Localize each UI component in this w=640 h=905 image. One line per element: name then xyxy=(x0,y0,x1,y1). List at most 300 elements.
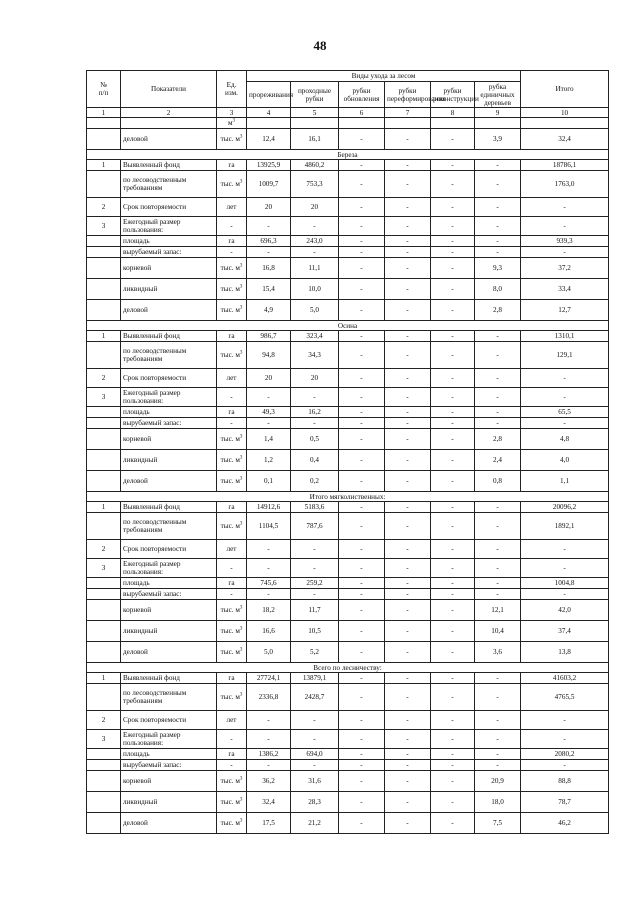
table-row xyxy=(87,559,609,578)
table-row xyxy=(87,160,609,171)
value-cell: - xyxy=(475,502,521,513)
value-cell: 939,3 xyxy=(521,236,609,247)
table-row xyxy=(87,171,609,198)
value-cell: - xyxy=(339,342,385,369)
value-cell: - xyxy=(431,160,475,171)
value-cell: - xyxy=(475,749,521,760)
value-cell: 753,3 xyxy=(291,171,339,198)
value-cell: - xyxy=(339,388,385,407)
header-care-types: Виды ухода за лесом xyxy=(247,71,521,82)
value-cell: 243,0 xyxy=(291,236,339,247)
column-numbers-row xyxy=(87,108,609,118)
value-cell: 2,8 xyxy=(475,300,521,321)
value-cell: - xyxy=(475,217,521,236)
value-cell: 7,5 xyxy=(475,813,521,834)
unit-cell: га xyxy=(217,502,247,513)
unit-cell: лет xyxy=(217,711,247,730)
table-row xyxy=(87,129,609,150)
value-cell: 0,4 xyxy=(291,450,339,471)
value-cell: - xyxy=(475,388,521,407)
value-cell: 0,5 xyxy=(291,429,339,450)
indicator-cell: по лесоводственным требованиям xyxy=(121,684,217,711)
indicator-cell: деловой xyxy=(121,813,217,834)
value-cell xyxy=(475,118,521,129)
value-cell: 21,2 xyxy=(291,813,339,834)
value-cell: - xyxy=(385,407,431,418)
value-cell: - xyxy=(475,578,521,589)
value-cell: - xyxy=(431,258,475,279)
value-cell: 13925,9 xyxy=(247,160,291,171)
value-cell: - xyxy=(385,171,431,198)
value-cell: - xyxy=(385,589,431,600)
value-cell: - xyxy=(339,331,385,342)
value-cell: - xyxy=(431,342,475,369)
table-row xyxy=(87,749,609,760)
value-cell: - xyxy=(431,247,475,258)
value-cell: 18,2 xyxy=(247,600,291,621)
value-cell: 42,0 xyxy=(521,600,609,621)
value-cell: - xyxy=(431,792,475,813)
value-cell: 10,0 xyxy=(291,279,339,300)
value-cell: 1763,0 xyxy=(521,171,609,198)
value-cell: - xyxy=(291,730,339,749)
header-renewal-cutting: рубки обновления xyxy=(339,82,385,108)
value-cell: 2428,7 xyxy=(291,684,339,711)
section-row xyxy=(87,663,609,673)
value-cell: 5,0 xyxy=(247,642,291,663)
value-cell: 986,7 xyxy=(247,331,291,342)
value-cell: 34,3 xyxy=(291,342,339,369)
row-number xyxy=(87,300,121,321)
value-cell: - xyxy=(385,429,431,450)
value-cell: 1,2 xyxy=(247,450,291,471)
value-cell: 4,0 xyxy=(521,450,609,471)
column-number: 8 xyxy=(431,108,475,118)
unit-cell: $м^3$ xyxy=(217,118,247,129)
value-cell: - xyxy=(475,730,521,749)
column-number: 9 xyxy=(475,108,521,118)
value-cell: - xyxy=(431,129,475,150)
table-row xyxy=(87,589,609,600)
row-number xyxy=(87,642,121,663)
section-title: Осина xyxy=(87,321,609,331)
table-row xyxy=(87,388,609,407)
unit-cell: га xyxy=(217,407,247,418)
value-cell: - xyxy=(431,621,475,642)
value-cell: - xyxy=(431,771,475,792)
value-cell: - xyxy=(385,342,431,369)
table-body xyxy=(87,118,609,834)
value-cell: - xyxy=(247,418,291,429)
table-row xyxy=(87,513,609,540)
unit-cell: лет xyxy=(217,369,247,388)
value-cell: - xyxy=(291,711,339,730)
value-cell: - xyxy=(385,369,431,388)
value-cell: 694,0 xyxy=(291,749,339,760)
header-passage-cutting: проходные рубки xyxy=(291,82,339,108)
value-cell: - xyxy=(339,540,385,559)
column-number: 2 xyxy=(121,108,217,118)
table-row xyxy=(87,118,609,129)
unit-cell: га xyxy=(217,749,247,760)
value-cell: - xyxy=(339,813,385,834)
indicator-cell: Ежегодный размер пользования: xyxy=(121,559,217,578)
row-number xyxy=(87,279,121,300)
value-cell: 20096,2 xyxy=(521,502,609,513)
row-number xyxy=(87,171,121,198)
value-cell: 16,1 xyxy=(291,129,339,150)
value-cell: 4,8 xyxy=(521,429,609,450)
value-cell: - xyxy=(521,217,609,236)
value-cell: - xyxy=(431,513,475,540)
unit-cell: тыс. $м^3$ xyxy=(217,429,247,450)
value-cell: - xyxy=(385,258,431,279)
indicator-cell: по лесоводственным требованиям xyxy=(121,171,217,198)
value-cell: - xyxy=(291,589,339,600)
value-cell: 16,8 xyxy=(247,258,291,279)
row-number: 3 xyxy=(87,730,121,749)
value-cell: - xyxy=(339,711,385,730)
value-cell: 696,3 xyxy=(247,236,291,247)
value-cell: - xyxy=(521,418,609,429)
indicator-cell: Выявленный фонд xyxy=(121,673,217,684)
value-cell: - xyxy=(339,559,385,578)
header-total: Итого xyxy=(521,71,609,108)
unit-cell: - xyxy=(217,559,247,578)
value-cell: 1892,1 xyxy=(521,513,609,540)
indicator-cell: Выявленный фонд xyxy=(121,160,217,171)
value-cell: - xyxy=(339,418,385,429)
value-cell: - xyxy=(431,730,475,749)
unit-cell: га xyxy=(217,160,247,171)
value-cell: 16,6 xyxy=(247,621,291,642)
value-cell: - xyxy=(385,198,431,217)
value-cell xyxy=(247,118,291,129)
row-number: 2 xyxy=(87,711,121,730)
value-cell: - xyxy=(339,198,385,217)
unit-cell: тыс. $м^3$ xyxy=(217,600,247,621)
unit-cell: тыс. $м^3$ xyxy=(217,513,247,540)
table-row xyxy=(87,342,609,369)
value-cell: - xyxy=(339,673,385,684)
table-row xyxy=(87,792,609,813)
header-single-tree-cutting: рубка единичных деревьев xyxy=(475,82,521,108)
value-cell: - xyxy=(291,388,339,407)
value-cell: - xyxy=(339,513,385,540)
unit-cell: - xyxy=(217,760,247,771)
indicator-cell: корневой xyxy=(121,771,217,792)
value-cell: 20,9 xyxy=(475,771,521,792)
value-cell: - xyxy=(385,540,431,559)
value-cell: - xyxy=(247,559,291,578)
value-cell: 1004,8 xyxy=(521,578,609,589)
value-cell: - xyxy=(339,730,385,749)
value-cell: - xyxy=(521,711,609,730)
indicator-cell: ликвидный xyxy=(121,279,217,300)
header-indicator: Показатели xyxy=(121,71,217,108)
value-cell: - xyxy=(431,300,475,321)
value-cell: - xyxy=(431,760,475,771)
row-number xyxy=(87,684,121,711)
value-cell: - xyxy=(431,642,475,663)
value-cell: - xyxy=(385,578,431,589)
value-cell: - xyxy=(431,813,475,834)
row-number xyxy=(87,792,121,813)
value-cell: - xyxy=(247,217,291,236)
value-cell xyxy=(521,118,609,129)
row-number xyxy=(87,429,121,450)
indicator-cell: вырубаемый запас: xyxy=(121,418,217,429)
unit-cell: тыс. $м^3$ xyxy=(217,129,247,150)
value-cell: 323,4 xyxy=(291,331,339,342)
value-cell: - xyxy=(475,160,521,171)
row-number: 2 xyxy=(87,540,121,559)
table-row xyxy=(87,247,609,258)
value-cell: - xyxy=(339,589,385,600)
value-cell: - xyxy=(431,418,475,429)
value-cell: - xyxy=(339,749,385,760)
value-cell: - xyxy=(339,407,385,418)
value-cell: - xyxy=(431,407,475,418)
indicator-cell: Срок повторяемости xyxy=(121,369,217,388)
value-cell: 4765,5 xyxy=(521,684,609,711)
value-cell: - xyxy=(431,578,475,589)
table-row xyxy=(87,471,609,492)
value-cell: 20 xyxy=(247,198,291,217)
value-cell: - xyxy=(339,160,385,171)
value-cell: - xyxy=(475,407,521,418)
value-cell: - xyxy=(385,673,431,684)
unit-cell: тыс. $м^3$ xyxy=(217,450,247,471)
indicator-cell: Срок повторяемости xyxy=(121,540,217,559)
value-cell: - xyxy=(247,730,291,749)
column-number: 3 xyxy=(217,108,247,118)
value-cell: - xyxy=(431,711,475,730)
indicator-cell: площадь xyxy=(121,578,217,589)
row-number xyxy=(87,236,121,247)
unit-cell: - xyxy=(217,388,247,407)
indicator-cell: Выявленный фонд xyxy=(121,331,217,342)
value-cell: 0,1 xyxy=(247,471,291,492)
unit-cell: тыс. $м^3$ xyxy=(217,171,247,198)
unit-cell: тыс. $м^3$ xyxy=(217,792,247,813)
value-cell: - xyxy=(475,198,521,217)
indicator-cell: Ежегодный размер пользования: xyxy=(121,730,217,749)
row-number xyxy=(87,771,121,792)
table-row xyxy=(87,418,609,429)
row-number xyxy=(87,813,121,834)
column-number: 1 xyxy=(87,108,121,118)
table-row xyxy=(87,711,609,730)
value-cell: - xyxy=(431,171,475,198)
indicator-cell: ликвидный xyxy=(121,792,217,813)
table-row xyxy=(87,813,609,834)
column-number: 7 xyxy=(385,108,431,118)
table-row xyxy=(87,673,609,684)
unit-cell: - xyxy=(217,247,247,258)
table-row xyxy=(87,684,609,711)
value-cell: - xyxy=(385,711,431,730)
table-row xyxy=(87,331,609,342)
value-cell: 88,8 xyxy=(521,771,609,792)
row-number xyxy=(87,450,121,471)
value-cell: - xyxy=(339,217,385,236)
value-cell: 37,2 xyxy=(521,258,609,279)
section-row xyxy=(87,321,609,331)
indicator-cell: деловой xyxy=(121,471,217,492)
value-cell: 2336,8 xyxy=(247,684,291,711)
value-cell: - xyxy=(339,600,385,621)
indicator-cell: корневой xyxy=(121,429,217,450)
value-cell: 1009,7 xyxy=(247,171,291,198)
value-cell: 17,5 xyxy=(247,813,291,834)
value-cell: 0,2 xyxy=(291,471,339,492)
value-cell: - xyxy=(431,559,475,578)
row-number: 2 xyxy=(87,369,121,388)
section-row xyxy=(87,492,609,502)
forest-care-table xyxy=(86,70,609,834)
value-cell: - xyxy=(431,388,475,407)
unit-cell: - xyxy=(217,418,247,429)
value-cell: 12,4 xyxy=(247,129,291,150)
value-cell: - xyxy=(431,429,475,450)
unit-cell: тыс. $м^3$ xyxy=(217,621,247,642)
value-cell: - xyxy=(385,813,431,834)
value-cell: - xyxy=(339,279,385,300)
table-row xyxy=(87,429,609,450)
value-cell: - xyxy=(385,760,431,771)
value-cell: 1,4 xyxy=(247,429,291,450)
value-cell: 3,6 xyxy=(475,642,521,663)
table-row xyxy=(87,236,609,247)
value-cell: 27724,1 xyxy=(247,673,291,684)
section-title: Береза xyxy=(87,150,609,160)
unit-cell: га xyxy=(217,673,247,684)
table-row xyxy=(87,369,609,388)
value-cell: 13879,1 xyxy=(291,673,339,684)
row-number: 1 xyxy=(87,160,121,171)
value-cell xyxy=(431,118,475,129)
indicator-cell: площадь xyxy=(121,236,217,247)
value-cell: - xyxy=(431,684,475,711)
row-number xyxy=(87,258,121,279)
value-cell: 259,2 xyxy=(291,578,339,589)
value-cell: - xyxy=(521,559,609,578)
table-row xyxy=(87,450,609,471)
column-number: 6 xyxy=(339,108,385,118)
indicator-cell: по лесоводственным требованиям xyxy=(121,513,217,540)
value-cell: - xyxy=(385,279,431,300)
value-cell: 15,4 xyxy=(247,279,291,300)
indicator-cell: вырубаемый запас: xyxy=(121,247,217,258)
table-row xyxy=(87,730,609,749)
header-unit: Ед. изм. xyxy=(217,71,247,108)
value-cell: - xyxy=(385,247,431,258)
row-number xyxy=(87,118,121,129)
unit-cell: - xyxy=(217,589,247,600)
value-cell: - xyxy=(339,502,385,513)
value-cell: 14912,6 xyxy=(247,502,291,513)
value-cell: - xyxy=(521,198,609,217)
value-cell: 2,4 xyxy=(475,450,521,471)
indicator-cell: деловой xyxy=(121,642,217,663)
unit-cell: га xyxy=(217,578,247,589)
value-cell: 1,1 xyxy=(521,471,609,492)
value-cell: 4860,2 xyxy=(291,160,339,171)
section-title: Итого мягколиственных: xyxy=(87,492,609,502)
table-row xyxy=(87,217,609,236)
value-cell: - xyxy=(339,621,385,642)
value-cell: 11,7 xyxy=(291,600,339,621)
value-cell: - xyxy=(521,730,609,749)
table-row xyxy=(87,407,609,418)
value-cell: - xyxy=(385,559,431,578)
header-number: № п/п xyxy=(87,71,121,108)
value-cell: - xyxy=(431,331,475,342)
value-cell: - xyxy=(385,749,431,760)
value-cell: - xyxy=(385,217,431,236)
value-cell: - xyxy=(385,160,431,171)
value-cell: 65,5 xyxy=(521,407,609,418)
unit-cell: га xyxy=(217,236,247,247)
table-row xyxy=(87,258,609,279)
value-cell: 32,4 xyxy=(247,792,291,813)
value-cell: - xyxy=(475,760,521,771)
indicator-cell: площадь xyxy=(121,407,217,418)
unit-cell: лет xyxy=(217,198,247,217)
value-cell: - xyxy=(521,388,609,407)
table-row xyxy=(87,300,609,321)
value-cell: - xyxy=(247,589,291,600)
value-cell: - xyxy=(521,589,609,600)
indicator-cell: корневой xyxy=(121,258,217,279)
value-cell: - xyxy=(385,684,431,711)
value-cell: 37,4 xyxy=(521,621,609,642)
value-cell: - xyxy=(385,621,431,642)
value-cell: 18786,1 xyxy=(521,160,609,171)
column-number: 10 xyxy=(521,108,609,118)
value-cell: - xyxy=(339,471,385,492)
value-cell: - xyxy=(521,247,609,258)
section-title: Всего по лесничеству: xyxy=(87,663,609,673)
value-cell: 4,9 xyxy=(247,300,291,321)
value-cell: - xyxy=(475,673,521,684)
value-cell: - xyxy=(339,300,385,321)
value-cell: - xyxy=(475,342,521,369)
value-cell: - xyxy=(385,771,431,792)
value-cell: - xyxy=(431,502,475,513)
value-cell: - xyxy=(431,236,475,247)
value-cell: 10,5 xyxy=(291,621,339,642)
value-cell: 1310,1 xyxy=(521,331,609,342)
value-cell: - xyxy=(385,418,431,429)
table-row xyxy=(87,760,609,771)
value-cell: 787,6 xyxy=(291,513,339,540)
indicator-cell: Ежегодный размер пользования: xyxy=(121,388,217,407)
value-cell: - xyxy=(291,559,339,578)
row-number xyxy=(87,129,121,150)
unit-cell: тыс. $м^3$ xyxy=(217,300,247,321)
value-cell: - xyxy=(385,129,431,150)
value-cell: - xyxy=(475,236,521,247)
row-number xyxy=(87,471,121,492)
table-row xyxy=(87,279,609,300)
value-cell: - xyxy=(475,418,521,429)
row-number: 1 xyxy=(87,502,121,513)
header-reconstruction-cutting: рубки реконструкции xyxy=(431,82,475,108)
indicator-cell: ликвидный xyxy=(121,450,217,471)
value-cell: - xyxy=(385,792,431,813)
